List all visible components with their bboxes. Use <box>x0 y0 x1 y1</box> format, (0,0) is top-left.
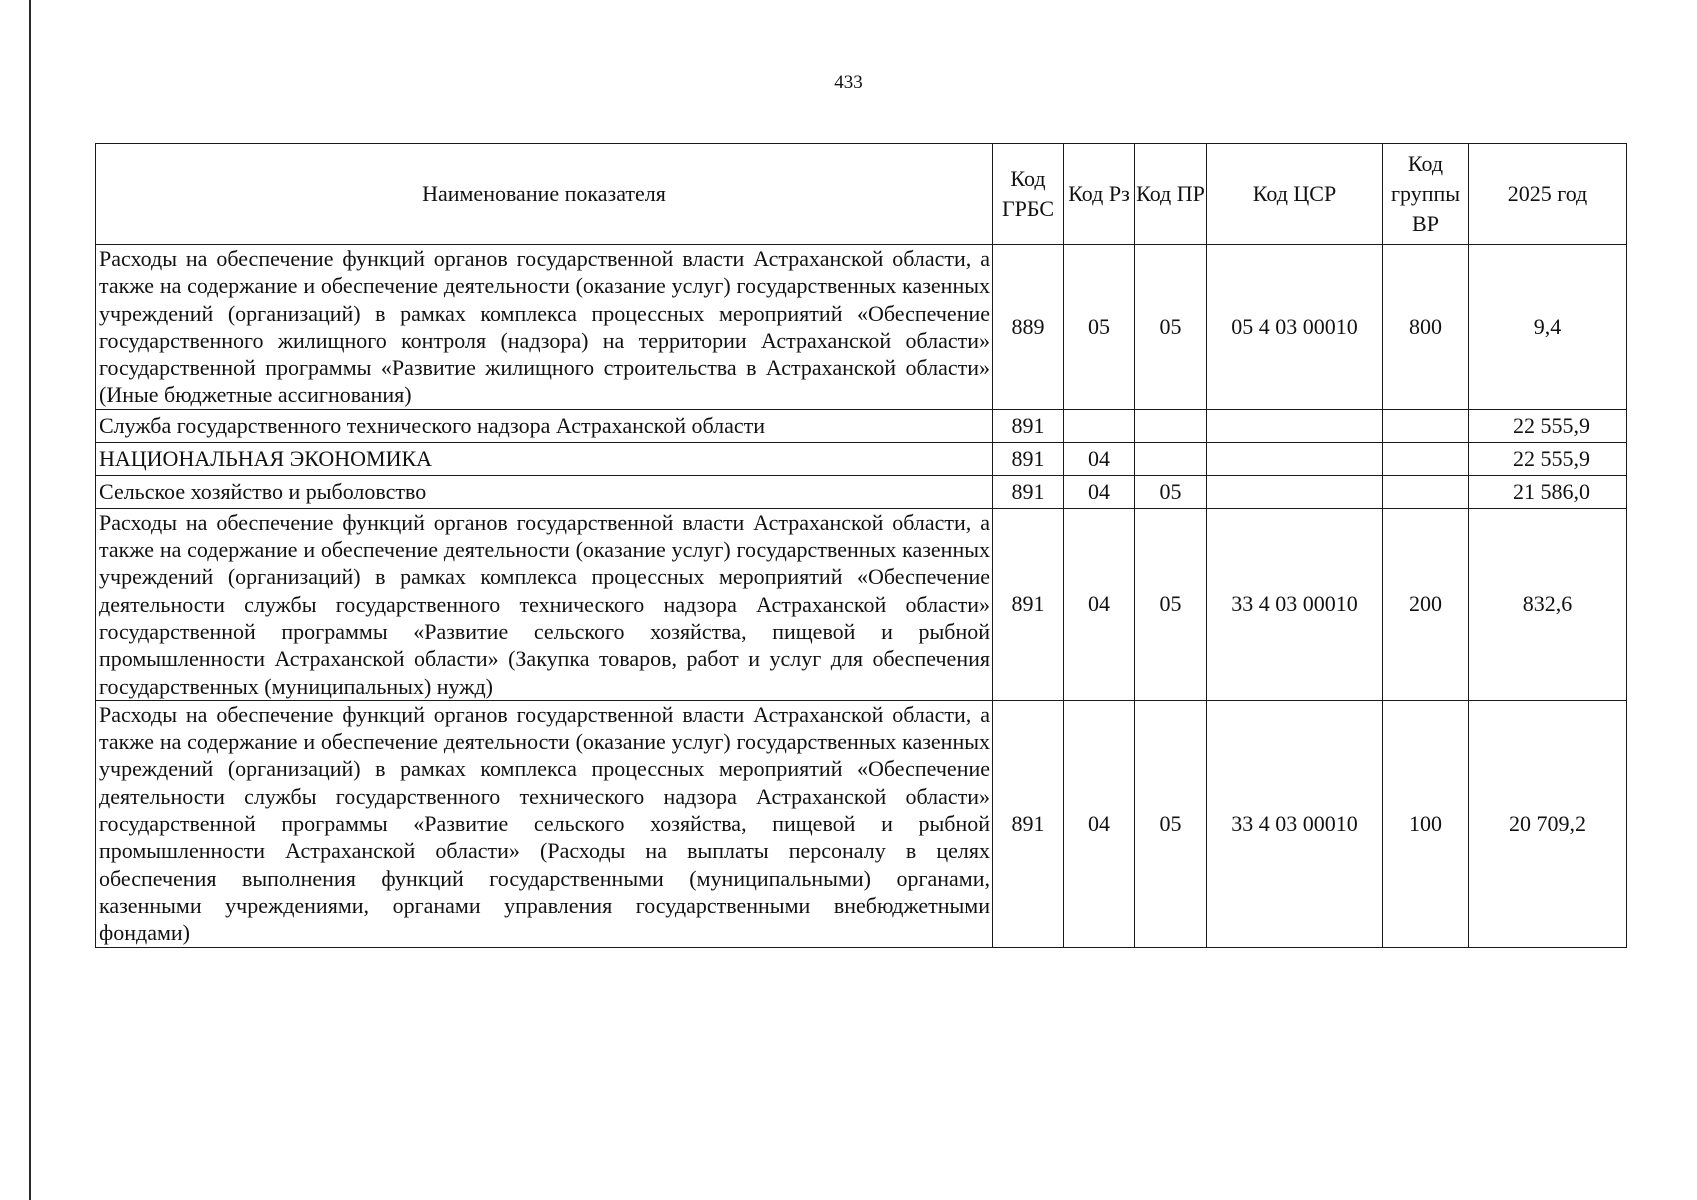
row-rz: 04 <box>1064 508 1135 700</box>
table-row <box>96 700 1627 947</box>
row-grbs: 889 <box>993 245 1064 410</box>
row-name: Сельское хозяйство и рыболовство <box>96 475 993 508</box>
row-amount: 832,6 <box>1469 508 1627 700</box>
row-amount: 22 555,9 <box>1469 442 1627 475</box>
row-name: Расходы на обеспечение функций органов государственной власти Астраханской области, а также на содержание и обеспечение деятельности (оказание услуг) государственных казенных учреждений (организаций) в рамках комплекса процессных мероприятий «Обеспечение деятельности службы государственного технического надзора Астраханской области» государственной программы «Развитие сельского хозяйства, пищевой и рыбной промышленности Астраханской области» (Расходы на выплаты персоналу в целях обеспечения выполнения функций государственными (муниципальными) органами, казенными учреждениями, органами управления государственными внебюджетными фондами) <box>96 700 993 947</box>
table-row <box>96 245 1627 410</box>
row-name: Служба государственного технического надзора Астраханской области <box>96 409 993 442</box>
row-name: Расходы на обеспечение функций органов государственной власти Астраханской области, а также на содержание и обеспечение деятельности (оказание услуг) государственных казенных учреждений (организаций) в рамках комплекса процессных мероприятий «Обеспечение государственного жилищного контроля (надзора) на территории Астраханской области» государственной программы «Развитие жилищного строительства в Астраханской области» (Иные бюджетные ассигнования) <box>96 245 993 410</box>
row-pr: 05 <box>1135 245 1207 410</box>
page-number: 433 <box>834 72 863 93</box>
row-csr <box>1207 409 1383 442</box>
row-vr <box>1383 475 1469 508</box>
row-vr: 100 <box>1383 700 1469 947</box>
row-csr: 33 4 03 00010 <box>1207 508 1383 700</box>
budget-table <box>95 143 1627 948</box>
row-pr: 05 <box>1135 700 1207 947</box>
row-rz: 04 <box>1064 700 1135 947</box>
row-grbs: 891 <box>993 409 1064 442</box>
table-row <box>96 475 1627 508</box>
table-row <box>96 442 1627 475</box>
table-row <box>96 409 1627 442</box>
row-grbs: 891 <box>993 475 1064 508</box>
row-rz: 05 <box>1064 245 1135 410</box>
row-csr <box>1207 442 1383 475</box>
row-vr <box>1383 409 1469 442</box>
row-pr <box>1135 442 1207 475</box>
row-vr <box>1383 442 1469 475</box>
row-amount: 21 586,0 <box>1469 475 1627 508</box>
row-grbs: 891 <box>993 442 1064 475</box>
row-pr <box>1135 409 1207 442</box>
header-grbs: Код ГРБС <box>993 144 1064 245</box>
row-rz: 04 <box>1064 442 1135 475</box>
header-rz: Код Рз <box>1064 144 1135 245</box>
row-csr: 05 4 03 00010 <box>1207 245 1383 410</box>
row-vr: 200 <box>1383 508 1469 700</box>
row-amount: 22 555,9 <box>1469 409 1627 442</box>
header-year: 2025 год <box>1469 144 1627 245</box>
table-row <box>96 508 1627 700</box>
header-vr: Код группы ВР <box>1383 144 1469 245</box>
header-csr: Код ЦСР <box>1207 144 1383 245</box>
row-csr: 33 4 03 00010 <box>1207 700 1383 947</box>
header-name: Наименование показателя <box>96 144 993 245</box>
row-csr <box>1207 475 1383 508</box>
row-pr: 05 <box>1135 475 1207 508</box>
row-grbs: 891 <box>993 700 1064 947</box>
header-pr: Код ПР <box>1135 144 1207 245</box>
row-vr: 800 <box>1383 245 1469 410</box>
row-amount: 9,4 <box>1469 245 1627 410</box>
row-amount: 20 709,2 <box>1469 700 1627 947</box>
row-grbs: 891 <box>993 508 1064 700</box>
scan-edge-line <box>29 0 31 1200</box>
table-header-row <box>96 144 1627 245</box>
row-name: Расходы на обеспечение функций органов государственной власти Астраханской области, а также на содержание и обеспечение деятельности (оказание услуг) государственных казенных учреждений (организаций) в рамках комплекса процессных мероприятий «Обеспечение деятельности службы государственного технического надзора Астраханской области» государственной программы «Развитие сельского хозяйства, пищевой и рыбной промышленности Астраханской области» (Закупка товаров, работ и услуг для обеспечения государственных (муниципальных) нужд) <box>96 508 993 700</box>
row-pr: 05 <box>1135 508 1207 700</box>
row-rz <box>1064 409 1135 442</box>
row-rz: 04 <box>1064 475 1135 508</box>
row-name: НАЦИОНАЛЬНАЯ ЭКОНОМИКА <box>96 442 993 475</box>
